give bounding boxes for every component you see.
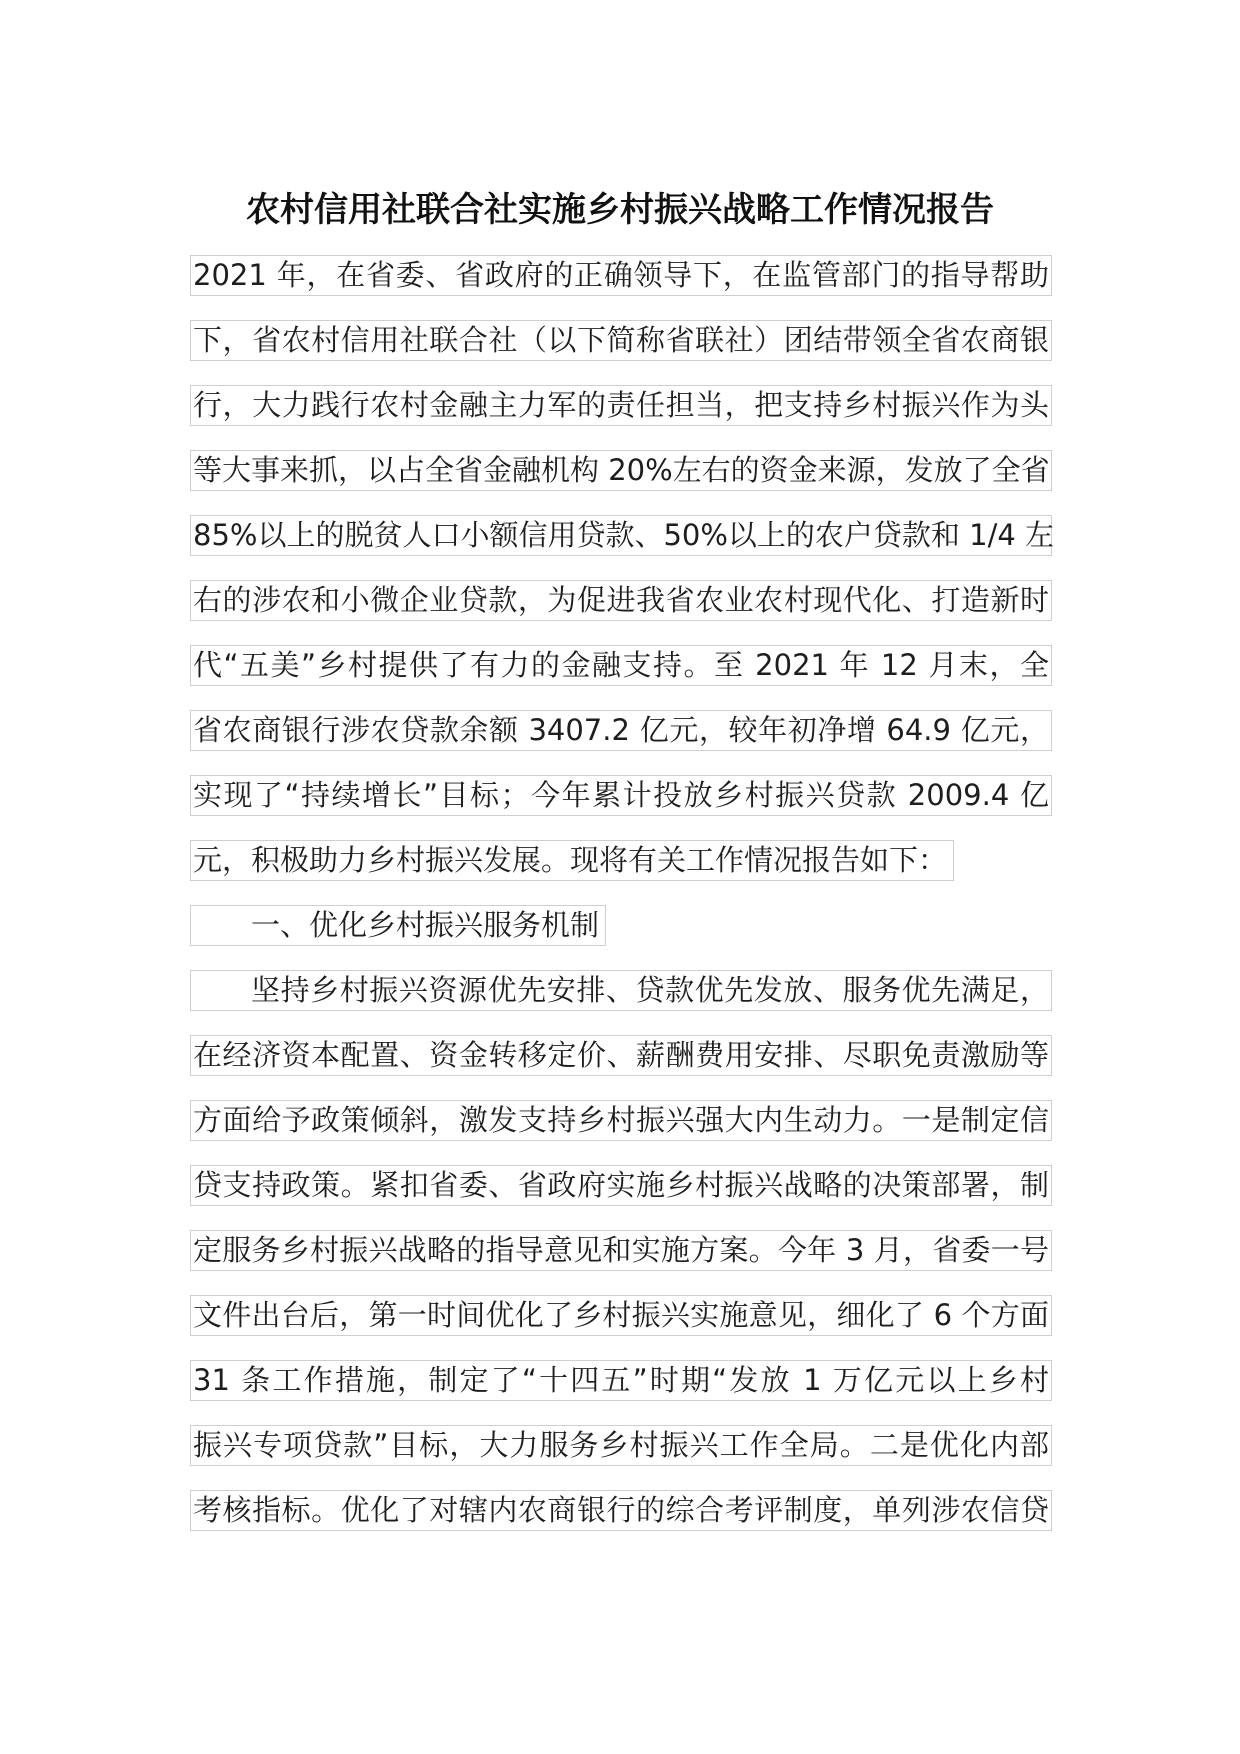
section-1-line-5: 定服务乡村振兴战略的指导意见和实施方案。今年 3 月，省委一号 bbox=[190, 1230, 1052, 1271]
intro-line-6: 右的涉农和小微企业贷款，为促进我省农业农村现代化、打造新时 bbox=[190, 580, 1052, 621]
section-1-line-3: 方面给予政策倾斜，激发支持乡村振兴强大内生动力。一是制定信 bbox=[190, 1100, 1052, 1141]
document-title: 农村信用社联合社实施乡村振兴战略工作情况报告 bbox=[246, 190, 994, 230]
intro-line-5: 85%以上的脱贫人口小额信用贷款、50%以上的农户贷款和 1/4 左 bbox=[190, 515, 1052, 556]
intro-line-8: 省农商银行涉农贷款余额 3407.2 亿元，较年初净增 64.9 亿元， bbox=[190, 710, 1052, 751]
section-1-line-4: 贷支持政策。紧扣省委、省政府实施乡村振兴战略的决策部署，制 bbox=[190, 1165, 1052, 1206]
intro-line-10-wrapper bbox=[190, 840, 1052, 881]
intro-line-3: 行，大力践行农村金融主力军的责任担当，把支持乡村振兴作为头 bbox=[190, 385, 1052, 426]
section-1-line-7: 31 条工作措施，制定了“十四五”时期“发放 1 万亿元以上乡村 bbox=[190, 1360, 1052, 1401]
section-1-heading: 一、优化乡村振兴服务机制 bbox=[190, 905, 606, 946]
intro-line-9: 实现了“持续增长”目标；今年累计投放乡村振兴贷款 2009.4 亿 bbox=[190, 775, 1052, 816]
intro-line-2: 下，省农村信用社联合社（以下简称省联社）团结带领全省农商银 bbox=[190, 320, 1052, 361]
intro-line-10: 元，积极助力乡村振兴发展。现将有关工作情况报告如下： bbox=[190, 840, 954, 881]
section-1-line-9: 考核指标。优化了对辖内农商银行的综合考评制度，单列涉农信贷 bbox=[190, 1490, 1052, 1531]
section-1-line-1: 坚持乡村振兴资源优先安排、贷款优先发放、服务优先满足， bbox=[190, 970, 1052, 1011]
intro-line-1: 2021 年，在省委、省政府的正确领导下，在监管部门的指导帮助 bbox=[190, 255, 1052, 296]
intro-line-7: 代“五美”乡村提供了有力的金融支持。至 2021 年 12 月末，全 bbox=[190, 645, 1052, 686]
section-1-line-2: 在经济资本配置、资金转移定价、薪酬费用安排、尽职免责激励等 bbox=[190, 1035, 1052, 1076]
section-1-line-8: 振兴专项贷款”目标，大力服务乡村振兴工作全局。二是优化内部 bbox=[190, 1425, 1052, 1466]
section-1-heading-wrapper bbox=[190, 905, 1052, 946]
intro-line-4: 等大事来抓，以占全省金融机构 20%左右的资金来源，发放了全省 bbox=[190, 450, 1052, 491]
section-1-line-6: 文件出台后，第一时间优化了乡村振兴实施意见，细化了 6 个方面 bbox=[190, 1295, 1052, 1336]
document-body bbox=[190, 255, 1055, 1555]
